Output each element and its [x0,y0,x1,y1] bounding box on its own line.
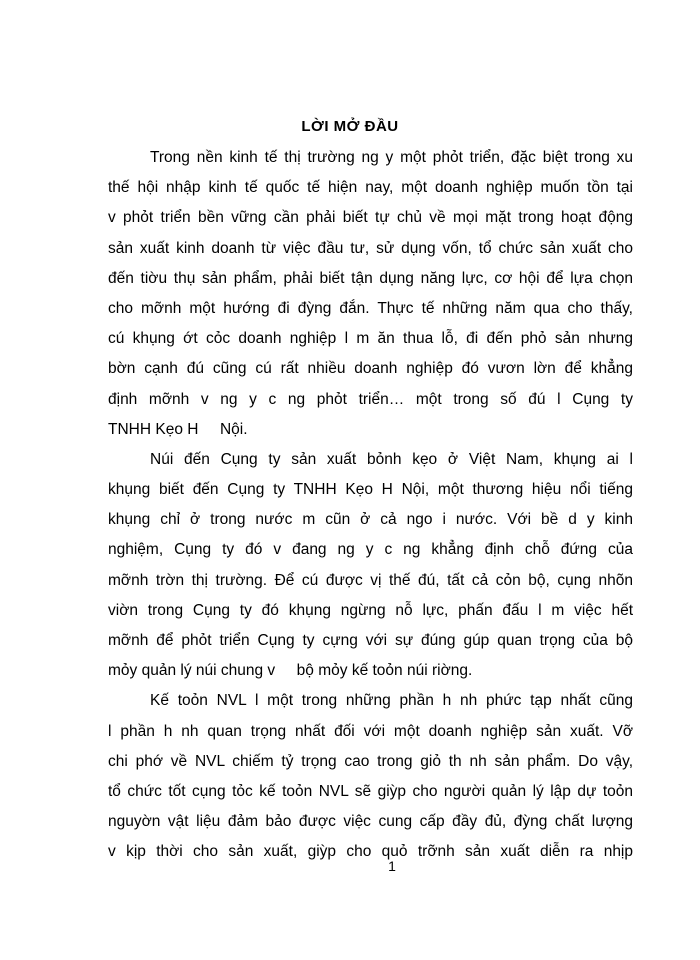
text-line: v phỏt triển bền vững cần phải biết tự chủ về mọi mặt trong hoạt động [108,209,633,227]
text-line: Trong nền kinh tế thị trường ng y một phỏt triển, đặc biệt trong xu [150,149,633,166]
text-line: cho mỡnh một hướng đi đỳng đắn. Thực tế những năm qua cho thấy, [108,299,633,317]
page-number: 1 [388,858,396,874]
text-line: viờn trong Cụng ty đó khụng ngừng nỗ lực, phấn đấu l m việc hết [108,601,633,619]
text-line: Kế toỏn NVL l một trong những phần h nh phức tạp nhất cũng [150,692,633,710]
text-line: Núi đến Cụng ty sản xuất bỏnh kẹo ở Việt Nam, khụng ai l [150,450,633,468]
text-line: cú khụng ớt cỏc doanh nghiệp l m ăn thua lỗ, đi đến phỏ sản nhưng [108,330,633,348]
text-line: định mỡnh v ng y c ng phỏt triển… một trong số đú l Cụng ty [108,390,633,408]
text-line: thế hội nhập kinh tế quốc tế hiện nay, một doanh nghiệp muốn tồn tại [108,179,633,197]
text-line: chi phớ về NVL chiếm tỷ trọng cao trong giỏ th nh sản phẩm. Do vậy, [108,752,633,770]
text-line: l phần h nh quan trọng nhất đối với một doanh nghiệp sản xuất. Vỡ [108,722,633,740]
text-line: đến tiờu thụ sản phẩm, phải biết tận dụng năng lực, cơ hội để lựa chọn [108,269,633,287]
text-line: tổ chức tốt cụng tỏc kế toỏn NVL sẽ giỳp cho người quản lý lập dự toỏn [108,782,633,800]
text-line: khụng chỉ ở trong nước m cũn ở cả ngo i nước. Với bề d y kinh [108,511,633,529]
text-line: khụng biết đến Cụng ty TNHH Kẹo H Nội, một thương hiệu nổi tiếng [108,481,633,499]
text-line: nghiệm, Cụng ty đó v đang ng y c ng khẳng định chỗ đứng của [108,541,633,559]
document-body [108,143,633,868]
text-line: TNHH Kẹo H Nội. [108,420,248,438]
text-line: sản xuất kinh doanh từ việc đầu tư, sử dụng vốn, tổ chức sản xuất cho [108,239,633,257]
text-line: mỏy quản lý núi chung v bộ mỏy kế toỏn núi riờng. [108,662,473,680]
text-line: bờn cạnh đú cũng cú rất nhiều doanh nghiệp đó vươn lờn để khẳng [108,360,633,378]
page-title: LỜI MỞ ĐẦU [301,118,399,135]
text-line: mỡnh trờn thị trường. Để cú được vị thế đú, tất cả cỏn bộ, cụng nhõn [108,571,633,589]
text-line: nguyờn vật liệu đảm bảo được việc cung cấp đầy đủ, đỳng chất lượng [108,813,633,831]
text-line: v kịp thời cho sản xuất, giỳp cho quỏ trỡnh sản xuất diễn ra nhịp [108,843,633,861]
text-line: mỡnh để phỏt triển Cụng ty cựng với sự đúng gúp quan trọng của bộ [108,632,633,649]
